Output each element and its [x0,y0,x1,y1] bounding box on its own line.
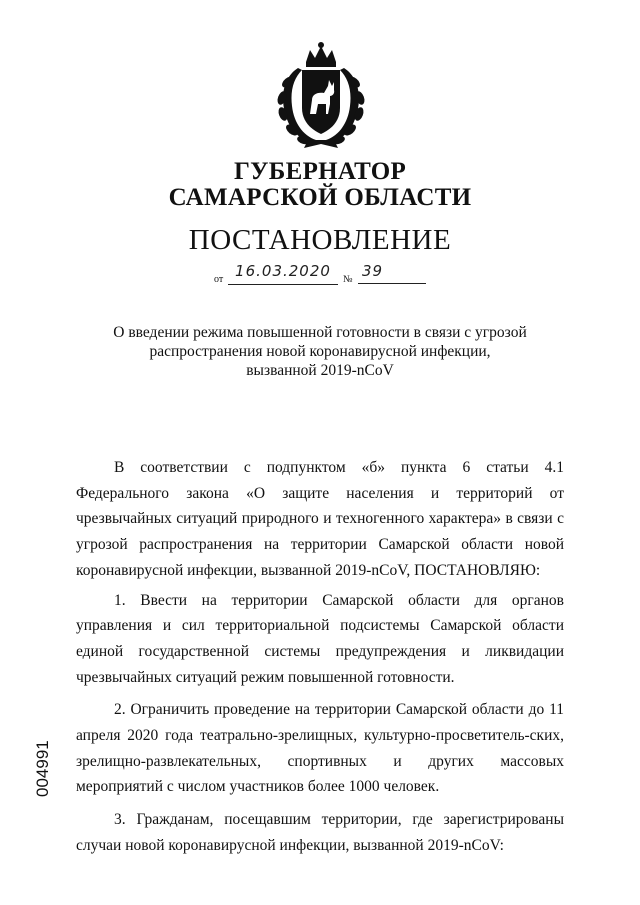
org-title-line2: САМАРСКОЙ ОБЛАСТИ [168,184,472,211]
clause-1-paragraph: 1. Ввести на территории Самарской области для органов управления и сил территориальной подсистемы Самарской области единой государственной системы предупреждения и ликвидации чрезвычайных ситуаций режим повышенной готовности. [76,591,564,686]
date-field: 16.03.2020 [228,262,338,285]
clause-2-paragraph: 2. Ограничить проведение на территории Самарской области до 11 апреля 2020 года театрально-зрелищных, культурно-просветитель-ских, зрелищно-развлекательных, спортивных и других массовых мероприятий с числом участников более 1000 человек. [76,701,564,796]
coat-of-arms-icon [268,40,374,150]
preamble-paragraph: В соответствии с подпунктом «б» пункта 6 статьи 4.1 Федерального закона «О защите населения и территорий от чрезвычайных ситуаций природного и техногенного характера» в связи с угрозой распространения на территории Самарской области новой коронавирусной инфекции, вызванной 2019-nCoV, ПОСТАНОВЛЯЮ: [76,459,564,579]
date-label: от [214,274,224,285]
date-number-line [0,262,640,288]
document-type-title: ПОСТАНОВЛЕНИЕ [188,224,452,256]
margin-serial-number: 004991 [33,740,52,798]
clause-3-paragraph: 3. Гражданам, посещавшим территории, где зарегистрированы случаи новой коронавирусной инфекции, вызванной 2019-nCoV: [76,811,564,854]
document-subject [0,323,640,380]
subject-line: распространения новой коронавирусной инфекции, [149,343,491,360]
org-title-line1: ГУБЕРНАТОР [233,158,407,185]
number-field: 39 [358,262,426,284]
subject-line: вызванной 2019-nCoV [246,362,394,379]
document-body [76,455,564,866]
number-label: № [343,274,353,285]
subject-line: О введении режима повышенной готовности в связи с угрозой [113,324,527,341]
